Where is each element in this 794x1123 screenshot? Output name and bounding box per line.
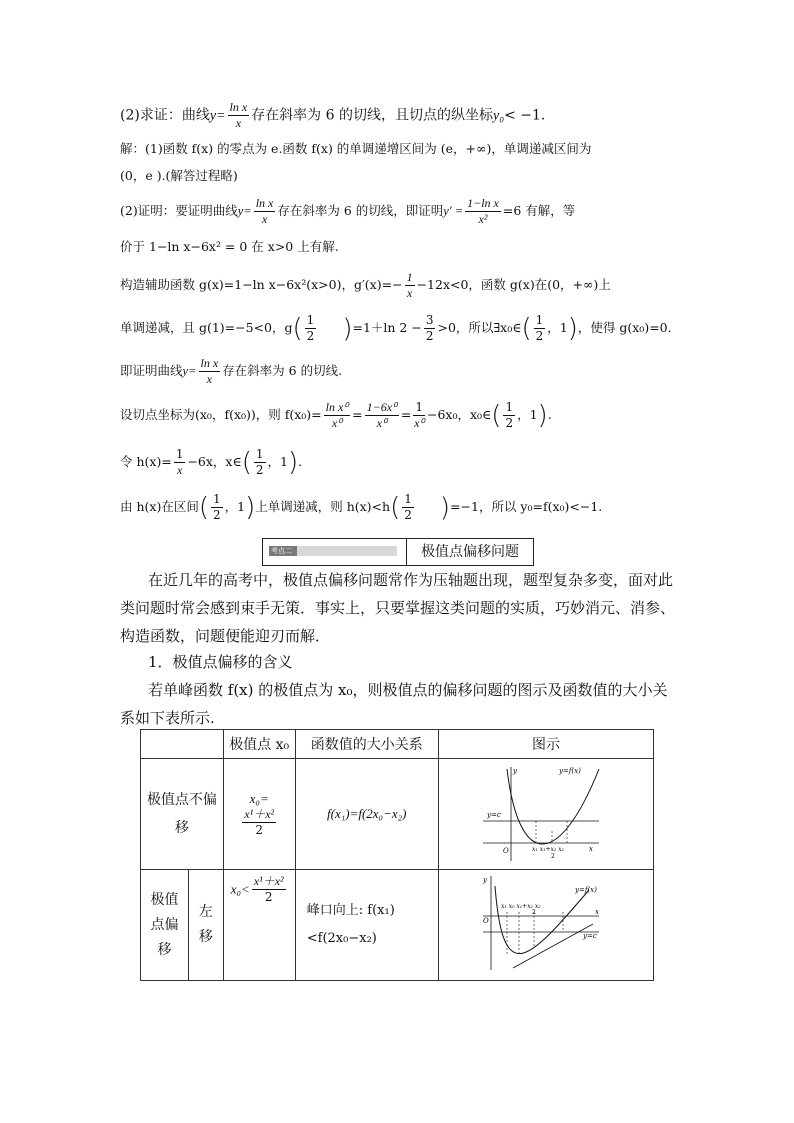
solution-line [120, 167, 238, 185]
text-segment: y= [209, 108, 226, 124]
fraction [365, 400, 399, 431]
text-segment: = [400, 407, 412, 422]
paren: ) [287, 447, 299, 478]
proof-line [120, 356, 342, 387]
proof-line [120, 270, 611, 301]
numerator: 1 [306, 313, 315, 327]
subheading: 1．极值点偏移的含义 [148, 653, 293, 671]
numerator: 1 [404, 492, 412, 506]
text-segment: ，使得 g(x₀)=0. [577, 320, 672, 335]
numerator: ln x [255, 196, 274, 210]
paren: ) [245, 492, 256, 523]
y-label: y [512, 767, 517, 775]
origin-label: O [482, 917, 489, 925]
denominator: x [176, 463, 183, 477]
numerator: ln x [200, 356, 219, 370]
fraction [242, 807, 276, 838]
fraction [503, 400, 515, 431]
text-segment: 存在斜率为 6 的切线，即证明 [277, 203, 444, 218]
fraction [211, 492, 223, 523]
table-cell-relation [295, 870, 438, 981]
numerator: 1 [406, 270, 413, 284]
table-cell-graph [438, 870, 653, 981]
tick-labels: x₁ x₁+x₂ x₂ [531, 846, 564, 853]
numerator: 1−ln x [467, 196, 499, 210]
text-segment: ，1 [517, 407, 538, 422]
fraction [252, 874, 286, 905]
row-label-text: 极值点偏移 [150, 891, 179, 958]
tick-denominator: 2 [550, 853, 555, 860]
paren: ( [491, 400, 502, 431]
x0-text: x₀< [230, 881, 250, 897]
tick-denominator: 2 [531, 909, 536, 916]
paren: ( [241, 447, 252, 478]
text-segment: −12x<0，函数 g(x)在(0，+∞)上 [416, 277, 611, 292]
denominator: 2 [255, 463, 264, 477]
table-cell-x0 [223, 759, 295, 870]
text-segment: 存在斜率为 6 的切线. [222, 363, 343, 378]
denominator: x [261, 212, 268, 226]
proof-line [120, 238, 339, 256]
definition-paragraph: 若单峰函数 f(x) 的极值点为 x₀，则极值点的偏移问题的图示及函数值的大小关系如下表所示. [120, 681, 668, 727]
curve-label: y=f(x) [558, 767, 581, 775]
x-label: x [594, 908, 599, 916]
fraction [254, 196, 276, 227]
denominator: 2 [255, 822, 264, 837]
numerator: 1−6x⁰ [366, 400, 397, 414]
section-tag-text: 考点二 [271, 547, 292, 555]
row-sublabel-text: 左移 [198, 904, 213, 945]
offset-table [140, 729, 654, 981]
proof-line [120, 313, 672, 344]
table-header-cell: 极值点 x₀ [223, 730, 295, 759]
fraction [413, 400, 425, 431]
text-segment: 设切点坐标为(x₀，f(x₀))，则 f(x₀)= [120, 407, 322, 422]
proof-line [120, 492, 602, 523]
relation-text: 峰口向上: f(x₁)<f(2x₀−x₂) [306, 903, 395, 946]
denominator: 2 [306, 329, 315, 343]
curve-label: y=f(x) [574, 886, 597, 894]
denominator: 2 [404, 508, 412, 522]
text-segment: = [352, 407, 363, 422]
hline-label: y=c [582, 932, 597, 940]
denominator: x⁰ [376, 416, 387, 430]
table-row [141, 759, 654, 870]
section-title: 极值点偏移问题 [421, 544, 519, 560]
text-segment: 上单调递减，则 h(x)<h [255, 499, 391, 514]
numerator: ln x⁰ [325, 400, 349, 414]
paren: ( [292, 313, 303, 344]
text-segment: 即证明曲线 [120, 363, 183, 378]
paren: ) [537, 400, 548, 431]
text-segment: ，1 [267, 454, 288, 469]
text-segment: =−1，所以 y₀=f(x₀)<−1. [450, 499, 603, 514]
paren: ) [439, 492, 451, 523]
numerator: 1 [505, 400, 514, 414]
paren: ) [567, 313, 578, 344]
fraction [324, 400, 350, 431]
numerator: 1 [212, 492, 221, 506]
paren: ( [390, 492, 401, 523]
table-header-cell [141, 730, 224, 759]
fraction [405, 270, 415, 301]
section-header [262, 538, 534, 566]
text-segment: −6x，x∈ [187, 454, 242, 469]
curve [495, 886, 589, 954]
table-cell-graph [438, 759, 653, 870]
graph-no-offset [439, 759, 653, 865]
text-segment: y= [237, 204, 252, 218]
text-segment: 令 h(x)= [120, 454, 172, 469]
curve [507, 769, 599, 844]
text-segment: 解：(1)函数 f(x) 的零点为 e.函数 f(x) 的单调递增区间为 (e，+∞)，单调递减区间为 [120, 141, 592, 156]
text-segment: >0，所以∃x₀∈ [437, 320, 522, 335]
text-segment: ，1 [224, 499, 246, 514]
paren: ) [342, 313, 353, 344]
denominator: x⁰ [331, 416, 342, 430]
section-tag-bar [269, 546, 397, 556]
denominator: x² [478, 212, 488, 226]
row-label-text: 极值点不偏移 [146, 792, 217, 836]
proof-line [120, 447, 302, 478]
tick-labels: x₁ x₀ x₁+x₂ x₂ [500, 903, 541, 910]
denominator: x [406, 286, 413, 300]
numerator: 3 [425, 313, 434, 327]
table-row [141, 870, 654, 981]
table-row-sublabel [188, 870, 223, 981]
table-header-row [141, 730, 654, 759]
text-segment: . [298, 454, 303, 469]
paren: ( [198, 492, 209, 523]
fraction [465, 196, 501, 227]
text-segment: 构造辅助函数 g(x)=1−ln x−6x²(x>0)，g′(x)=− [120, 277, 403, 292]
text-segment: 价于 1−ln x−6x² = 0 在 x>0 上有解. [120, 239, 339, 254]
fraction [228, 100, 250, 131]
hline-label: y=c [486, 811, 501, 819]
text-segment: (2)求证：曲线 [120, 107, 210, 124]
text-segment: y₀ [493, 108, 505, 124]
text-segment: < −1. [504, 107, 546, 124]
solution-line [120, 140, 591, 158]
denominator: 2 [425, 329, 434, 343]
y-label: y [482, 876, 487, 884]
denominator: 2 [212, 508, 221, 522]
denominator: 2 [505, 416, 514, 430]
numerator: 1 [175, 447, 184, 461]
fraction [534, 313, 546, 344]
denominator: 2 [264, 890, 273, 904]
x-label: x [588, 845, 593, 853]
graph-left-offset [439, 870, 653, 976]
intro-paragraph: 在近几年的高考中，极值点偏移问题常作为压轴题出现，题型复杂多变，面对此类问题时常会感到束手无策．事实上，只要掌握这类问题的实质，巧妙消元、消参、构造函数，问题便能迎刃而解． [120, 571, 676, 645]
numerator: 1 [535, 313, 544, 327]
table-header-cell: 图示 [438, 730, 653, 759]
fraction [199, 356, 221, 387]
numerator: x¹＋x² [253, 874, 284, 888]
text-segment: y′ = [443, 204, 464, 218]
text-segment: −6x₀，x₀∈ [426, 407, 492, 422]
text-segment: =6 有解，等 [502, 203, 576, 218]
fraction [402, 492, 414, 523]
x0-text: x₀= [249, 790, 269, 806]
text-segment: y= [182, 364, 197, 378]
origin-label: O [502, 847, 509, 855]
problem-2-statement [120, 100, 545, 131]
text-segment: ，1 [547, 320, 568, 335]
numerator: x¹＋x² [244, 806, 275, 821]
numerator: ln x [229, 100, 248, 114]
fraction [174, 447, 186, 478]
table-header-cell: 函数值的大小关系 [295, 730, 438, 759]
table-row-label [141, 870, 189, 981]
numerator: 1 [255, 447, 264, 461]
table-cell-x0 [223, 870, 295, 981]
denominator: 2 [535, 329, 544, 343]
numerator: 1 [415, 400, 423, 414]
table-cell-relation: f(x₁)=f(2x₀−x₂) [295, 759, 438, 870]
text-segment: 单调递减，且 g(1)=−5<0，g [120, 320, 293, 335]
section-tag [263, 539, 407, 565]
denominator: x⁰ [414, 416, 425, 430]
paren: ( [521, 313, 532, 344]
fraction [424, 313, 436, 344]
denominator: x [206, 372, 212, 386]
proof-line [120, 196, 575, 227]
text-segment: . [547, 407, 552, 422]
text-segment: 由 h(x)在区间 [120, 499, 199, 514]
text-segment: =1＋ln 2 − [352, 320, 422, 335]
table-row-label [141, 759, 224, 870]
text-segment: (2)证明：要证明曲线 [120, 203, 238, 218]
text-segment: (0，e ).(解答过程略) [120, 168, 238, 183]
text-segment: 存在斜率为 6 的切线，且切点的纵坐标 [251, 107, 493, 124]
fraction [305, 313, 317, 344]
proof-line [120, 400, 552, 431]
denominator: x [235, 116, 242, 130]
fraction [254, 447, 266, 478]
